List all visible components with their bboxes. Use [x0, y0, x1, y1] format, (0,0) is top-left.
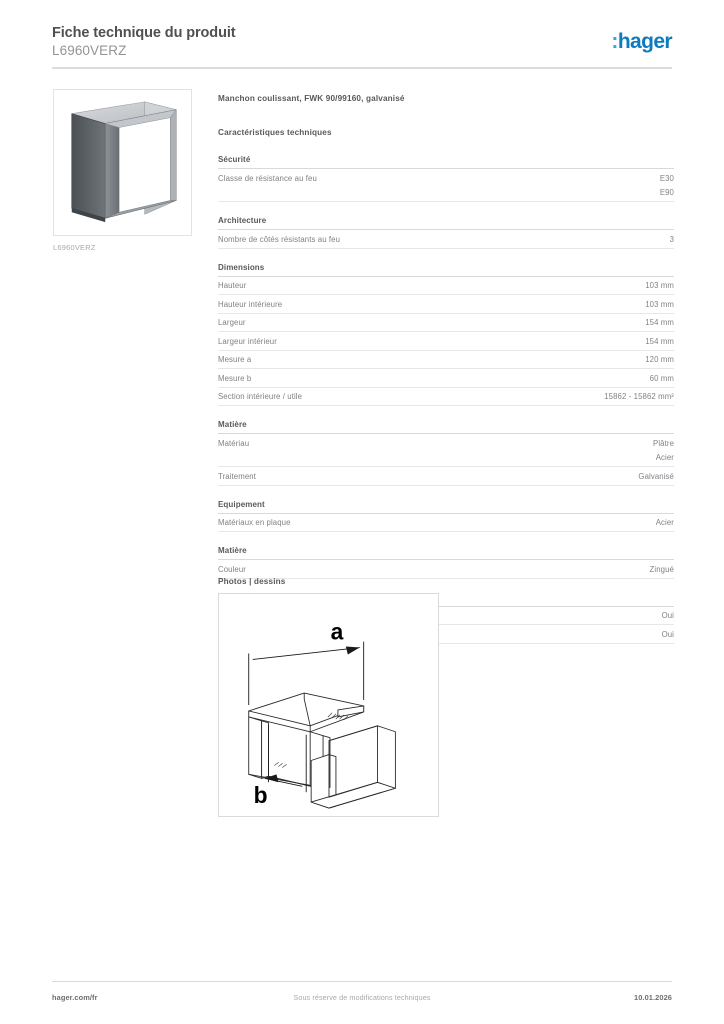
footer-date: 10.01.2026 — [634, 993, 672, 1002]
spec-row-values — [653, 438, 674, 464]
spec-row-value: Acier — [655, 453, 674, 462]
spec-row-values — [645, 299, 674, 310]
technical-drawing — [218, 593, 439, 817]
spec-row — [218, 560, 674, 579]
dimension-label-a: a — [330, 618, 344, 645]
spec-group — [218, 155, 674, 202]
drawings-heading: Photos | dessins — [218, 577, 286, 586]
spec-group — [218, 420, 674, 486]
spec-group-title: Sécurité — [218, 155, 674, 169]
spec-row-label: Matériaux en plaque — [218, 518, 291, 527]
spec-row-label: Hauteur intérieure — [218, 299, 283, 309]
technical-drawing-image — [219, 594, 438, 816]
product-photo-image — [54, 90, 191, 235]
spec-group — [218, 216, 674, 249]
spec-row-values — [662, 629, 674, 640]
spec-row-value: Oui — [661, 629, 674, 639]
spec-group-title: Matière — [218, 546, 674, 560]
specifications-section — [218, 94, 674, 658]
product-photo-caption: L6960VERZ — [53, 243, 96, 252]
dimension-label-b: b — [253, 782, 268, 809]
spec-row — [218, 514, 674, 533]
hager-logo — [611, 30, 672, 54]
spec-row-label: Largeur intérieur — [218, 336, 277, 346]
spec-row-value: 3 — [669, 234, 674, 244]
spec-row-label: Matériau — [218, 438, 250, 448]
footer-divider — [52, 981, 672, 982]
spec-row-values — [650, 373, 674, 384]
spec-row-value: E90 — [659, 188, 674, 197]
specification-groups — [218, 155, 674, 644]
spec-row-label: Mesure a — [218, 355, 252, 364]
logo-colon-icon: : — [611, 30, 618, 53]
spec-row-value: 120 mm — [645, 355, 674, 364]
spec-row-value: 60 mm — [649, 373, 674, 383]
spec-row-values — [670, 234, 674, 245]
spec-row-label: Couleur — [218, 564, 247, 574]
spec-row-value: 154 mm — [645, 318, 674, 327]
specifications-heading: Caractéristiques techniques — [218, 128, 332, 137]
spec-row-value: E30 — [659, 173, 674, 183]
product-photo — [53, 89, 192, 236]
spec-group-title: Matière — [218, 420, 674, 434]
footer-website-link[interactable]: hager.com/fr — [52, 993, 98, 1002]
spec-row-values — [645, 280, 674, 291]
spec-row — [218, 332, 674, 351]
spec-row-value: 154 mm — [645, 336, 674, 346]
product-description: Manchon coulissant, FWK 90/99160, galvanisé — [218, 94, 405, 103]
spec-row-value: Oui — [661, 611, 674, 620]
spec-row — [218, 388, 674, 407]
spec-row-label: Section intérieure / utile — [218, 392, 303, 401]
spec-row-value: Plâtre — [653, 438, 674, 448]
spec-row-value: 103 mm — [645, 281, 674, 290]
spec-group — [218, 546, 674, 579]
spec-row-values — [604, 391, 674, 402]
spec-group-title: Equipement — [218, 500, 674, 514]
spec-row-label: Classe de résistance au feu — [218, 173, 317, 183]
spec-row — [218, 369, 674, 388]
spec-row-label: Traitement — [218, 471, 256, 481]
spec-row — [218, 434, 674, 467]
spec-row-label: Mesure b — [218, 373, 252, 383]
spec-row-label: Largeur — [218, 318, 246, 327]
spec-row — [218, 230, 674, 249]
spec-row-values — [656, 517, 674, 528]
page-title: Fiche technique du produit — [52, 25, 236, 41]
page-subtitle-article-number: L6960VERZ — [52, 43, 127, 58]
spec-row — [218, 277, 674, 296]
spec-row-values — [645, 317, 674, 328]
spec-row-value: 15862 - 15862 mm² — [604, 392, 674, 401]
dimension-arrow-a — [346, 647, 360, 655]
logo-wordmark: hager — [617, 30, 672, 53]
spec-row — [218, 351, 674, 370]
header-divider — [52, 67, 672, 69]
spec-row-values — [662, 610, 674, 621]
page-header — [52, 24, 672, 68]
spec-row-values — [645, 354, 674, 365]
page-footer — [52, 993, 672, 1005]
spec-row-value: Galvanisé — [638, 471, 674, 481]
spec-row — [218, 169, 674, 202]
spec-row-values — [650, 564, 674, 575]
spec-row — [218, 467, 674, 486]
spec-row — [218, 314, 674, 333]
spec-row-value: 103 mm — [645, 299, 674, 309]
spec-group — [218, 263, 674, 407]
spec-row-values — [660, 173, 674, 199]
spec-row-value: Zingué — [649, 564, 674, 574]
spec-group — [218, 500, 674, 533]
spec-group-title: Architecture — [218, 216, 674, 230]
spec-group-title: Dimensions — [218, 263, 674, 277]
spec-row-label: Hauteur — [218, 281, 247, 290]
spec-row-values — [645, 336, 674, 347]
spec-row-value: Acier — [655, 518, 674, 527]
spec-row — [218, 295, 674, 314]
spec-row-values — [638, 471, 674, 482]
footer-disclaimer: Sous réserve de modifications techniques — [293, 993, 431, 1002]
spec-row-label: Nombre de côtés résistants au feu — [218, 234, 341, 244]
